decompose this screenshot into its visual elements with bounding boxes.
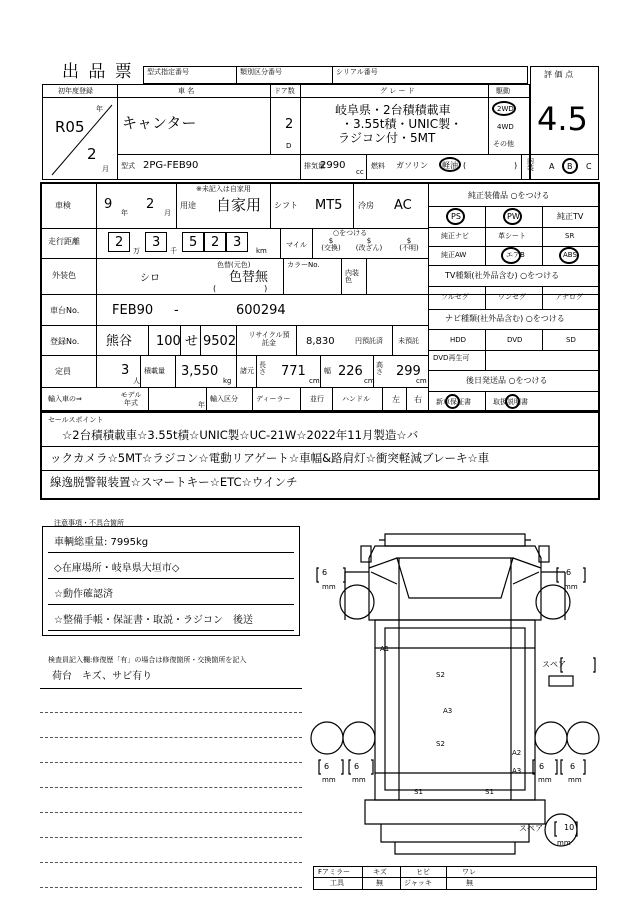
import-class-label: 輸入区分 [210,395,238,403]
spare-unit: mm [557,839,571,847]
color-value: シロ [140,273,160,284]
sales-label: セールスポイント [48,416,104,424]
page-title: 出 品 票 [62,62,134,82]
drive-label: 駆動 [496,87,510,95]
mileage-unit-man: 万 [133,247,140,255]
inspection-year-unit: 年 [121,209,128,217]
tv-analog: アナログ [555,293,583,301]
first-reg-era: R05 [55,118,85,136]
car-name: キャンター [122,114,197,132]
mark-a2: A2 [512,749,522,757]
model-year-unit: 年 [198,401,205,409]
legend-table [313,866,597,890]
fuel-gasoline: ガソリン [396,161,428,170]
type-designation-label: 型式指定番号 [147,68,189,76]
interior-a: A [549,162,555,171]
equip-airbag: エアB [506,251,525,259]
reg-kana: せ [185,334,199,349]
color-no-label: カラーNo. [287,261,320,269]
navi-sd: SD [566,336,576,344]
spare-value: 10 [564,823,575,832]
chassis-prefix: FEB90 [112,303,154,318]
legend-header-3: ヒビ [416,868,430,876]
tire-unit-rl1: mm [322,776,336,784]
length-value: 771 [281,364,306,379]
reg-class: 100 [156,334,181,349]
inspector-line-1: 荷台 キズ、サビ有り [52,671,153,682]
sales-line-2: ックカメラ☆5MT☆ラジコン☆電動リアゲート☆車幅&路肩灯☆衝突軽減ブレーキ☆車 [50,451,490,465]
recycle-status-unpaid: 未預託 [398,337,419,345]
fuel-paren-close: ) [514,161,518,170]
mileage-label: 走行距離 [48,237,80,246]
mark-s1-left: S1 [414,788,423,796]
mile-label: マイル [286,241,307,249]
equip-ps: PS [451,212,461,221]
doors-label: ドア数 [274,87,295,95]
category-number-label: 類別区分番号 [240,68,282,76]
note-line-1: 車輌総重量: 7995kg [54,537,149,548]
fuel-circle [439,157,461,172]
mark-s2-lower: S2 [436,740,445,748]
load-value: 3,550 [181,364,219,379]
navi-title: ナビ種類(社外品含む) ○をつける [445,314,565,323]
chassis-number: 600294 [236,303,286,318]
tire-unit-rr1: mm [538,776,552,784]
sales-line-3: 線逸脱警報装置☆スマートキー☆ETC☆ウインチ [50,475,298,489]
mark-a3-right: A3 [512,767,522,775]
tire-unit-rl2: mm [352,776,366,784]
tire-unit-fl: mm [322,583,336,591]
drive-4wd: 4WD [497,123,514,131]
tire-value-rl2: 6 [354,762,360,771]
reg-number: 9502 [203,334,237,349]
equip-abs-circle [559,247,579,264]
tire-value-fl: 6 [322,568,328,577]
tire-unit-fr: mm [564,583,578,591]
import-parallel: 並行 [310,395,324,403]
width-label: 幅 [324,367,331,375]
legend-header-4: ワレ [462,868,476,876]
color-change-label: 色替(元色) [217,261,251,269]
tire-unit-rr2: mm [568,776,582,784]
shift-label: シフト [274,201,298,210]
legend-header-1: Fアミラー [318,868,351,876]
after-title: 後日発送品 ○をつける [466,376,548,385]
model-value: 2PG-FEB90 [143,160,199,171]
displacement-label: 排気量 [304,162,325,170]
mileage-option-exchange: $ (交換) [321,237,341,252]
model-label: 型式 [121,162,135,170]
width-unit: cm [364,377,375,385]
interior-circle [562,158,578,174]
inspection-label: 車検 [55,201,71,210]
equipment-title: 純正装備品 ○をつける [468,191,550,200]
mileage-digit-2: 3 [152,235,161,250]
usage-label: 用途 [180,201,196,210]
equip-airbag-circle [501,247,521,264]
mileage-digit-4: 2 [211,235,220,250]
handle-left: 左 [392,395,400,404]
tire-value-rl1: 6 [324,762,330,771]
mark-s1-right: S1 [485,788,494,796]
interior-color-label: 内装色 [345,269,359,284]
import-dealer: ディーラー [256,395,291,403]
first-reg-label: 初年度登録 [58,87,93,95]
mark-a1: A1 [380,645,390,653]
width-value: 226 [338,364,363,379]
chassis-label: 車台No. [50,306,80,315]
capacity-value: 3 [121,363,130,378]
mark-s2-upper: S2 [436,671,445,679]
equip-ps-circle [446,208,465,225]
year-unit: 年 [96,105,103,113]
recycle-amount: 8,830 [306,336,335,347]
color-change-value: 色替無 [229,270,269,285]
ac-value: AC [394,198,412,213]
mileage-unit-km: km [256,247,267,255]
car-name-label: 車 名 [178,87,195,95]
after-manual: 取扱説明書 [493,398,528,406]
inspection-month: 2 [146,197,155,212]
legend-jack-label: ジャッキ [404,879,432,887]
spare-label-upper: スペア [542,660,566,669]
displacement-value: 2990 [320,160,346,171]
shift-value: MT5 [315,198,343,213]
equip-pw-circle [503,208,522,225]
fuel-paren: ( [463,161,467,170]
note-line-3: ☆動作確認済 [54,589,113,600]
dvd-playback-label: DVD再生可 [433,354,470,362]
mileage-digit-5: 3 [233,235,242,250]
displacement-unit: cc [356,168,364,176]
length-unit: cm [309,377,320,385]
mileage-digit-1: 2 [115,235,124,250]
equip-aw: 純正AW [441,251,467,259]
load-unit: kg [223,377,232,385]
month-unit: 月 [102,165,109,173]
mileage-option-unknown: $ (不明) [399,237,419,252]
vehicle-damage-diagram [305,528,605,868]
color-paren: ( ) [213,284,268,293]
grade-line-1: 岐阜県・2台積積載車 [335,103,451,117]
color-label: 外装色 [52,271,76,280]
mileage-option-tampered: $ (改ざん) [355,237,383,252]
equip-navi: 純正ナビ [441,232,469,240]
recycle-label: リサイクル預託金 [248,331,290,348]
drive-2wd: 2WD [497,105,514,113]
fuel-light-oil: 軽油 [442,161,458,170]
length-label: 長さ [259,361,266,376]
legend-jack-value: 無 [466,879,473,887]
reg-label: 登録No. [50,337,80,346]
recycle-status: 円預託済 [355,337,383,345]
sales-line-1: ☆2台積積載車☆3.55t積☆UNIC製☆UC-21W☆2022年11月製造☆バ [62,428,419,442]
inspection-year: 9 [104,197,113,212]
after-warranty-circle [445,394,460,409]
tv-title: TV種類(社外品含む) ○をつける [445,271,560,280]
usage-value: 自家用 [216,196,262,214]
drive-selected-circle [492,101,516,116]
model-year-label: モデル年式 [120,391,142,408]
dims-label: 諸元 [240,367,254,375]
score-value: 4.5 [537,100,588,138]
after-warranty: 新車保証書 [436,398,471,406]
height-unit: cm [416,377,427,385]
inspection-month-unit: 月 [164,209,171,217]
tv-oneseg: ワンセグ [498,293,526,301]
score-label: 評 価 点 [544,70,574,79]
serial-number-label: シリアル番号 [336,68,378,76]
mileage-unit-sen: 千 [170,247,177,255]
equip-leather: 革シート [498,232,526,240]
usage-note: ※未記入は自家用 [196,185,251,193]
note-line-4: ☆整備手帳・保証書・取説・ラジコン 後送 [54,615,253,626]
note-line-2: ◇在庫場所・岐阜県大垣市◇ [54,563,180,574]
equip-sr: SR [565,232,575,240]
interior-label: 内装 [527,157,534,172]
tire-value-fr: 6 [566,568,572,577]
doors-value: 2 [285,117,294,132]
tire-value-rr2: 6 [570,762,576,771]
load-label: 積載量 [144,367,165,375]
import-label: 輸入車の⇒ [48,395,82,403]
legend-header-2: キズ [373,868,387,876]
equip-pw: PW [507,212,520,221]
doors-unit: D [286,142,292,150]
mileage-digit-3: 5 [189,235,198,250]
legend-tools-value: 無 [376,879,383,887]
notes-label: 注意事項・不具合箇所 [54,519,124,527]
handle-right: 右 [414,395,422,404]
equip-abs: ABS [563,251,577,259]
tire-value-rr1: 6 [539,762,545,771]
navi-dvd: DVD [507,336,523,344]
grade-line-3: ラジコン付・5MT [338,131,436,145]
reg-area: 熊谷 [106,334,133,349]
height-label: 高さ [376,361,383,376]
spare-label-lower: スペア [519,824,543,833]
height-value: 299 [396,364,421,379]
mileage-circle-note: ○をつける [333,229,368,237]
interior-b: B [567,162,573,171]
grade-line-2: ・3.55t積・UNIC製・ [341,117,463,131]
first-reg-month: 2 [87,145,97,163]
ac-label: 冷房 [358,201,374,210]
capacity-unit: 人 [133,377,140,385]
navi-hdd: HDD [450,336,467,344]
equip-tv: 純正TV [557,212,584,221]
capacity-label: 定員 [55,367,71,376]
interior-c: C [586,162,592,171]
grade-label: グ レ ー ド [380,87,415,95]
handle-label: ハンドル [342,395,370,403]
inspector-label: 検査員記入欄:修復歴「有」の場合は修復箇所・交換箇所を記入 [48,656,247,664]
after-manual-circle [505,394,520,409]
legend-tools-label: 工具 [330,879,344,887]
drive-other: その他 [493,140,514,148]
fuel-label: 燃料 [371,162,385,170]
chassis-dash: - [174,303,179,318]
tv-fullseg: フルセグ [441,293,469,301]
mark-a3-center: A3 [443,707,453,715]
